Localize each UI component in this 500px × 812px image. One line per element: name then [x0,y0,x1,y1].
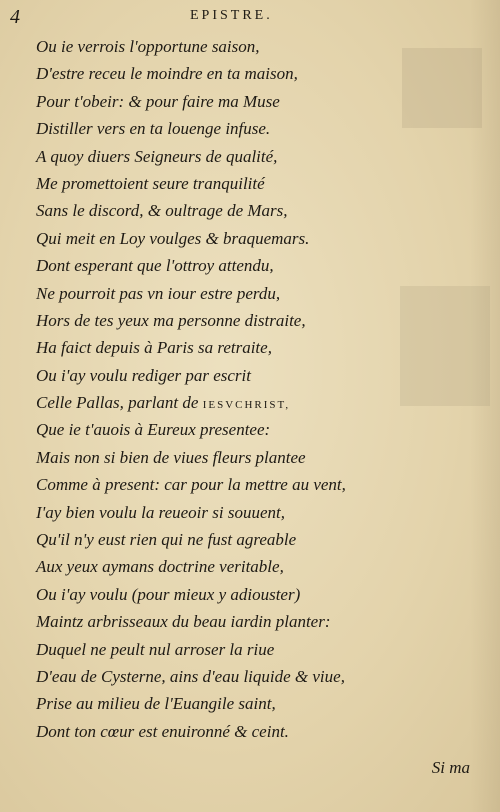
verse-line: D'estre receu le moindre en ta maison, [36,64,298,84]
verse-line: Dont ton cœur est enuironné & ceint. [36,721,289,741]
catchword: Si ma [431,758,470,777]
page-number: 4 [10,6,20,28]
verse-line: Hors de tes yeux ma personne distraite, [36,310,306,330]
verse-line: Ne pourroit pas vn iour estre perdu, [36,283,281,303]
verse-line: I'ay bien voulu la reueoir si souuent, [36,502,285,522]
verse-line: Ou ie verrois l'opportune saison, [36,37,260,56]
verse-line: Ha faict depuis à Paris sa retraite, [36,338,272,358]
verse-text [36,33,476,745]
verse-line: Duquel ne peult nul arroser la riue [36,639,275,659]
running-head: EPISTRE. [190,8,273,23]
verse-line: Distiller vers en ta louenge infuse. [36,119,271,139]
verse-line: A quoy diuers Seigneurs de qualité, [36,146,278,166]
verse-line: Pour t'obeir: & pour faire ma Muse [36,91,280,111]
verse-line: Qu'il n'y eust rien qui ne fust agreable [36,530,297,550]
verse-line: Ou i'ay voulu rediger par escrit [36,365,251,385]
verse-line: D'eau de Cysterne, ains d'eau liquide & viue, [36,666,345,686]
verse-line: Maintz arbrisseaux du beau iardin planter: [36,612,331,632]
verse-line: Que ie t'auois à Eureux presentee: [36,420,271,440]
verse-line: Ou i'ay voulu (pour mieux y adiouster) [36,584,301,604]
page-header [0,6,500,28]
verse-line: Qui meit en Loy voulges & braquemars. [36,228,310,248]
verse-line [36,389,476,416]
smallcaps-name: IESVCHRIST, [202,399,291,412]
verse-line: Dont esperant que l'ottroy attendu, [36,256,274,276]
verse-line: Prise au milieu de l'Euangile saint, [36,694,276,714]
verse-line: Comme à present: car pour la mettre au vent, [36,475,346,495]
verse-line-text: Celle Pallas, parlant de [36,393,199,413]
verse-line: Sans le discord, & oultrage de Mars, [36,201,288,221]
verse-line: Mais non si bien de viues fleurs plantee [36,447,306,467]
verse-line: Aux yeux aymans doctrine veritable, [36,557,284,577]
verse-line: Me promettoient seure tranquilité [36,173,265,193]
